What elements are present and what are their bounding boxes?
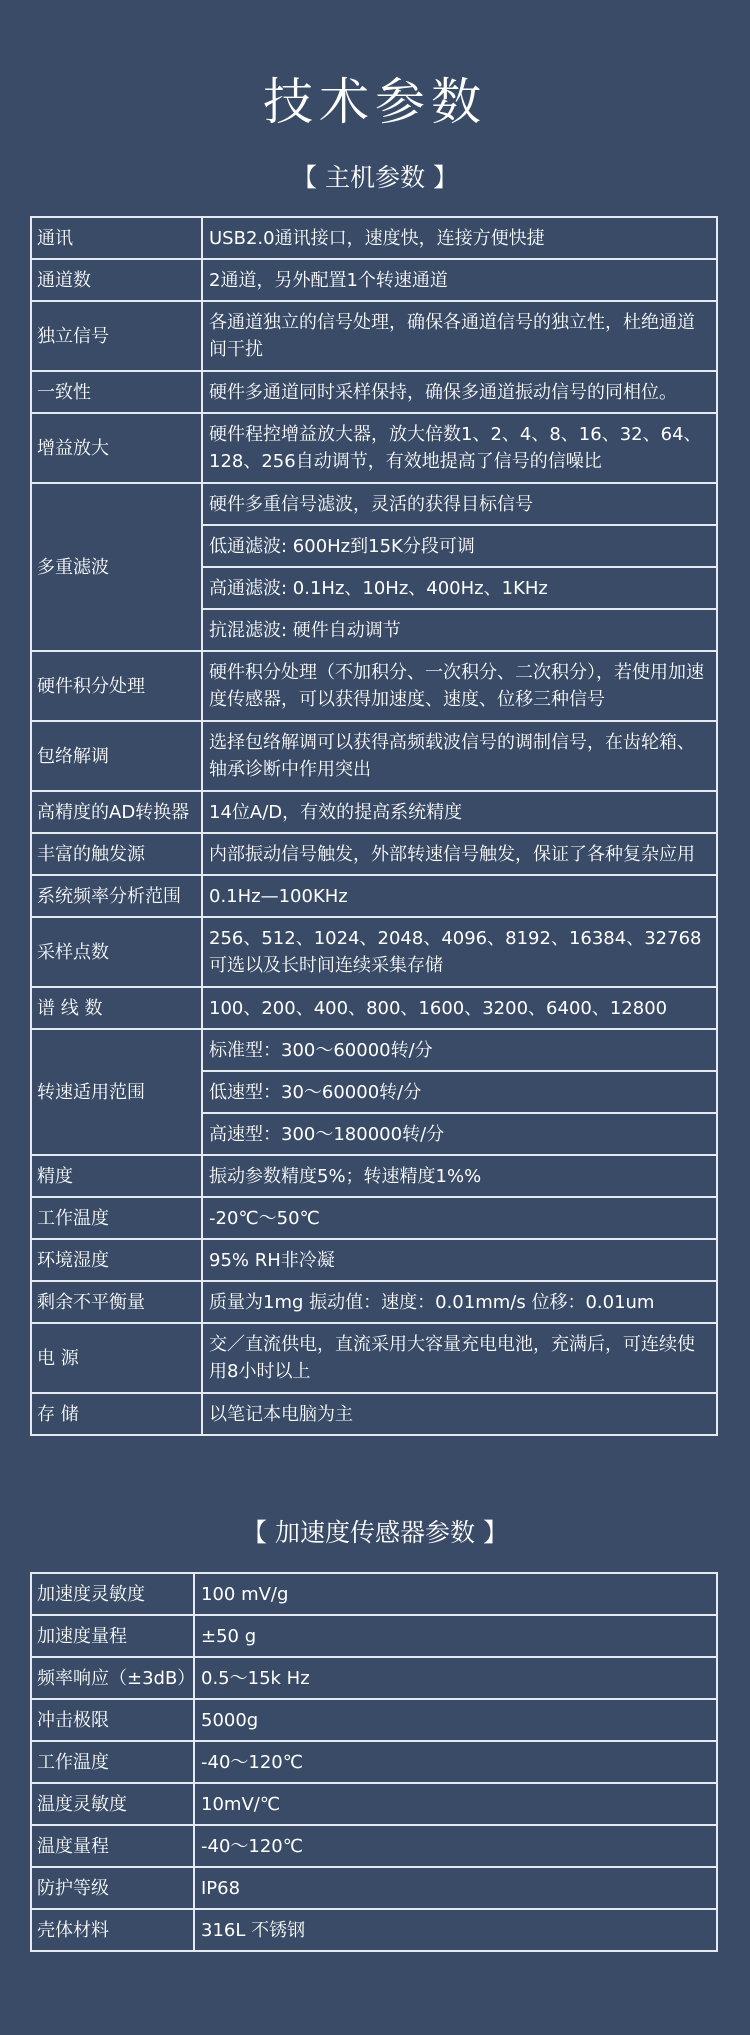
table-row	[31, 875, 717, 917]
table-row	[31, 651, 717, 721]
param-label: 通道数	[31, 259, 202, 301]
table-row	[31, 1783, 717, 1825]
table-row	[31, 1155, 717, 1197]
param-value: 硬件积分处理（不加积分、一次积分、二次积分），若使用加速度传感器，可以获得加速度、速度、位移三种信号	[202, 651, 717, 721]
param-label: 存 储	[31, 1393, 202, 1435]
param-label: 增益放大	[31, 413, 202, 483]
param-value: 高通滤波: 0.1Hz、10Hz、400Hz、1KHz	[202, 567, 717, 609]
param-value: 各通道独立的信号处理，确保各通道信号的独立性，杜绝通道间干扰	[202, 301, 717, 371]
param-value: 95% RH非冷凝	[202, 1239, 717, 1281]
table-row	[31, 1239, 717, 1281]
table-row	[31, 259, 717, 301]
param-label: 包络解调	[31, 721, 202, 791]
param-value: 低速型：30～60000转/分	[202, 1071, 717, 1113]
sensor-param-value: ±50 g	[194, 1615, 717, 1657]
param-label: 硬件积分处理	[31, 651, 202, 721]
param-label: 系统频率分析范围	[31, 875, 202, 917]
main-params-heading: 【 主机参数 】	[292, 163, 458, 192]
table-row	[31, 1741, 717, 1783]
main-params-table	[30, 216, 718, 1436]
param-label: 丰富的触发源	[31, 833, 202, 875]
sensor-param-value: -40～120℃	[194, 1741, 717, 1783]
param-label: 多重滤波	[31, 483, 202, 651]
param-label: 采样点数	[31, 917, 202, 987]
sensor-params-table	[30, 1572, 718, 1952]
sensor-param-value: 316L 不锈钢	[194, 1909, 717, 1951]
param-label: 精度	[31, 1155, 202, 1197]
param-value: 低通滤波: 600Hz到15K分段可调	[202, 525, 717, 567]
table-row	[31, 1323, 717, 1393]
sensor-param-label: 温度量程	[31, 1825, 194, 1867]
table-row	[31, 721, 717, 791]
page-title: 技术参数	[263, 73, 487, 131]
param-value: 质量为1mg 振动值：速度：0.01mm/s 位移：0.01um	[202, 1281, 717, 1323]
table-row	[31, 301, 717, 371]
param-value: -20℃～50℃	[202, 1197, 717, 1239]
param-label: 剩余不平衡量	[31, 1281, 202, 1323]
param-value: 内部振动信号触发，外部转速信号触发，保证了各种复杂应用	[202, 833, 717, 875]
sensor-param-value: 0.5～15k Hz	[194, 1657, 717, 1699]
param-value: 振动参数精度5%；转速精度1%%	[202, 1155, 717, 1197]
table-row	[31, 1573, 717, 1615]
param-value: 硬件多通道同时采样保持，确保多通道振动信号的同相位。	[202, 371, 717, 413]
param-label: 通讯	[31, 217, 202, 259]
param-label: 谱 线 数	[31, 987, 202, 1029]
table-row	[31, 413, 717, 483]
param-value: 14位A/D，有效的提高系统精度	[202, 791, 717, 833]
sensor-param-label: 工作温度	[31, 1741, 194, 1783]
param-value: 256、512、1024、2048、4096、8192、16384、32768可选以及长时间连续采集存储	[202, 917, 717, 987]
table-row	[31, 987, 717, 1029]
table-row	[31, 1197, 717, 1239]
param-label: 环境湿度	[31, 1239, 202, 1281]
param-value: 以笔记本电脑为主	[202, 1393, 717, 1435]
table-row	[31, 833, 717, 875]
param-label: 高精度的AD转换器	[31, 791, 202, 833]
table-row	[31, 1909, 717, 1951]
param-label: 转速适用范围	[31, 1029, 202, 1155]
param-value: 抗混滤波: 硬件自动调节	[202, 609, 717, 651]
table-row	[31, 1867, 717, 1909]
sensor-param-value: IP68	[194, 1867, 717, 1909]
sensor-param-label: 频率响应（±3dB）	[31, 1657, 194, 1699]
sensor-param-value: -40～120℃	[194, 1825, 717, 1867]
sensor-param-value: 5000g	[194, 1699, 717, 1741]
table-row	[31, 483, 717, 525]
param-value: 标准型：300～60000转/分	[202, 1029, 717, 1071]
sensor-param-label: 加速度量程	[31, 1615, 194, 1657]
param-value: 硬件程控增益放大器，放大倍数1、2、4、8、16、32、64、128、256自动调节，有效地提高了信号的信噪比	[202, 413, 717, 483]
param-value: USB2.0通讯接口，速度快，连接方便快捷	[202, 217, 717, 259]
table-row	[31, 1615, 717, 1657]
sensor-param-label: 壳体材料	[31, 1909, 194, 1951]
sensor-param-label: 加速度灵敏度	[31, 1573, 194, 1615]
table-row	[31, 1029, 717, 1071]
param-value: 0.1Hz—100KHz	[202, 875, 717, 917]
param-label: 独立信号	[31, 301, 202, 371]
param-value: 100、200、400、800、1600、3200、6400、12800	[202, 987, 717, 1029]
table-row	[31, 1657, 717, 1699]
table-row	[31, 1825, 717, 1867]
table-row	[31, 1699, 717, 1741]
table-row	[31, 917, 717, 987]
sensor-param-label: 防护等级	[31, 1867, 194, 1909]
table-row	[31, 1393, 717, 1435]
param-value: 2通道，另外配置1个转速通道	[202, 259, 717, 301]
sensor-param-value: 100 mV/g	[194, 1573, 717, 1615]
table-row	[31, 1281, 717, 1323]
param-label: 电 源	[31, 1323, 202, 1393]
param-value: 高速型：300～180000转/分	[202, 1113, 717, 1155]
param-value: 交／直流供电，直流采用大容量充电电池，充满后，可连续使用8小时以上	[202, 1323, 717, 1393]
param-value: 硬件多重信号滤波，灵活的获得目标信号	[202, 483, 717, 525]
param-label: 工作温度	[31, 1197, 202, 1239]
param-label: 一致性	[31, 371, 202, 413]
sensor-param-label: 冲击极限	[31, 1699, 194, 1741]
sensor-param-value: 10mV/℃	[194, 1783, 717, 1825]
sensor-param-label: 温度灵敏度	[31, 1783, 194, 1825]
sensor-params-heading: 【 加速度传感器参数 】	[242, 1518, 508, 1547]
table-row	[31, 791, 717, 833]
table-row	[31, 217, 717, 259]
table-row	[31, 371, 717, 413]
param-value: 选择包络解调可以获得高频载波信号的调制信号，在齿轮箱、轴承诊断中作用突出	[202, 721, 717, 791]
